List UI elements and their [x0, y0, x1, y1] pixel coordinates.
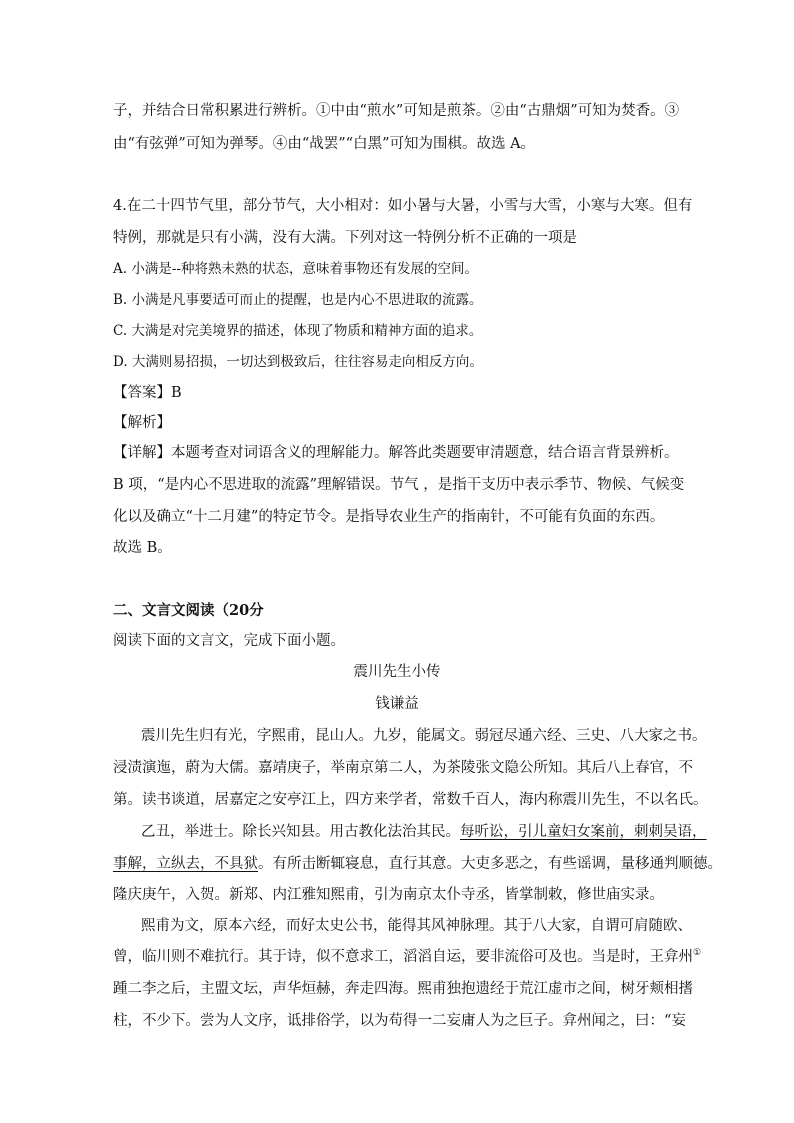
explanation-line: B 项，“是内心不思进取的流露”理解错误。节气 ，是指干支历中表示季节、物候、气候变: [113, 477, 685, 493]
question-4-stem: 特例，那就是只有小满，没有大满。下列对这一特例分析不正确的一项是: [113, 230, 577, 246]
passage-text: 。有所击断辄寝息，直行其意。大吏多恶之，有些谣调，量移通判顺德。: [258, 856, 722, 872]
explanation-line: 化以及确立“十二月建”的特定节令。是指导农业生产的指南针，不可能有负面的东西。: [113, 509, 665, 525]
analysis-label: 【解析】: [113, 415, 171, 431]
passage-text: 曾，临川则不难抗行。其于诗，似不意求工，滔滔自运，要非流俗可及也。当是时，王弇州: [113, 949, 693, 965]
footnote-marker: ①: [693, 948, 702, 958]
answer-label: 【答案】B: [113, 385, 182, 401]
section-heading: 二、文言文阅读（20分: [113, 602, 264, 619]
option-a: A. 小满是--种将熟未熟的状态，意味着事物还有发展的空间。: [113, 261, 478, 277]
passage-line: [113, 947, 701, 967]
underlined-sentence: 每听讼，引儿童妇女案前，刺刺吴语，: [460, 824, 707, 840]
passage-line: 浸渍演迤，蔚为大儒。嘉靖庚子，举南京第二人，为茶陵张文隐公所知。其后八上春官，不: [113, 760, 693, 776]
instruction-text: 阅读下面的文言文，完成下面小题。: [113, 633, 345, 649]
passage-line: 熙甫为文，原本六经，而好太史公书，能得其风神脉理。其于八大家，自谓可肩随欧、: [141, 918, 692, 934]
question-4-stem: 4.在二十四节气里，部分节气，大小相对：如小暑与大暑，小雪与大雪，小寒与大寒。但有: [113, 198, 693, 214]
passage-line: [113, 854, 722, 874]
passage-line: 隆庆庚午，入贺。新郑、内江雅知熙甫，引为南京太仆寺丞，皆掌制敕，修世庙实录。: [113, 887, 664, 903]
passage-line: 第。读书谈道，居嘉定之安亭江上，四方来学者，常数千百人，海内称震川先生，不以名氏。: [113, 792, 708, 808]
passage-line: 柱，不少下。尝为人文序，诋排俗学，以为苟得一二妄庸人为之巨子。弇州闻之，曰：“妄: [113, 1013, 686, 1029]
text-line: 由“有弦弹”可知为弹琴。④由“战罢”“白黑”可知为围棋。故选 A。: [113, 136, 536, 152]
option-c: C. 大满是对完美境界的描述，体现了物质和精神方面的追求。: [113, 323, 483, 339]
passage-title: 震川先生小传: [353, 664, 441, 680]
option-d: D. 大满则易招损，一切达到极致后，往往容易走向相反方向。: [113, 354, 483, 370]
passage-line: 震川先生归有光，字熙甫，昆山人。九岁，能属文。弱冠尽通六经、三史、八大家之书。: [141, 728, 707, 744]
text-line: 子，并结合日常积累进行辨析。①中由“煎水”可知是煎茶。②由“古鼎烟”可知为焚香。③: [113, 103, 680, 119]
option-b: B. 小满是凡事要适可而止的提醒，也是内心不思进取的流露。: [113, 292, 483, 308]
underlined-sentence: 事解，立纵去，不具狱: [113, 856, 258, 872]
detail-text: 【详解】本题考查对词语含义的理解能力。解答此类题要审清题意，结合语言背景辨析。: [113, 445, 679, 461]
explanation-line: 故选 B。: [113, 540, 172, 556]
passage-text: 乙丑，举进士。除长兴知县。用古教化法治其民。: [141, 824, 460, 840]
passage-line: 踵二李之后，主盟文坛，声华烜赫，奔走四海。熙甫独抱遗经于荒江虚市之间，树牙颊相搘: [113, 981, 693, 997]
passage-line: [141, 822, 707, 842]
passage-author: 钱谦益: [375, 696, 419, 712]
